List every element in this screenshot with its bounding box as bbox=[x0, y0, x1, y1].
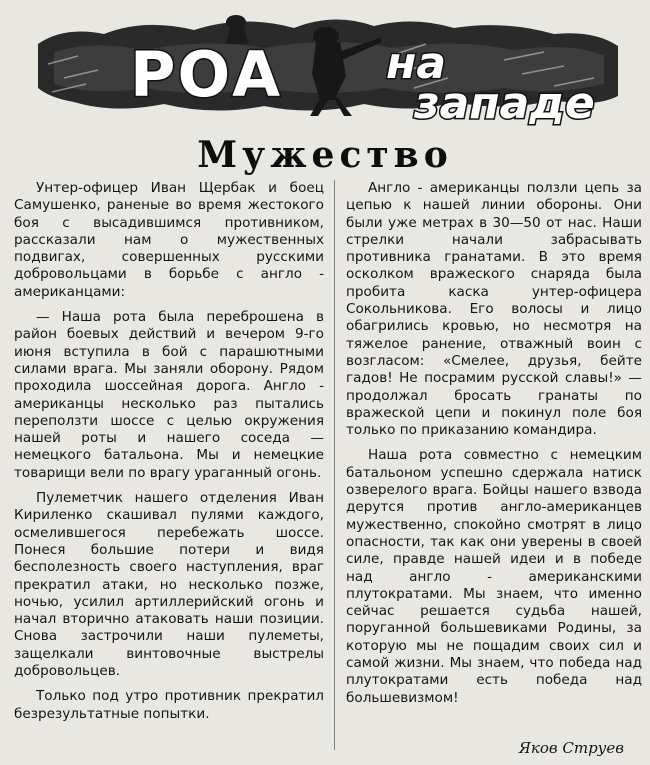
banner-illustration bbox=[34, 4, 620, 126]
banner-word-na: на bbox=[386, 38, 447, 89]
banner-word-west: западе bbox=[414, 78, 595, 126]
paragraph: Англо - американцы ползли цепь за цепью к нашей линии обороны. Они были уже метрах в 30—50 от нас. Наши стрелки начали забрасывать противника гранатами. В это время осколком вражеского снаряда была пробита каска унтер-офицера Сокольникова. Его волосы и лицо обагрились кровью, но несмотря на тяжелое ранение, отважный воин с возгласом: «Смелее, друзья, бейте гадов! Не посрамим русской славы!» — продолжал бросать гранаты по вражеской цепи и покинул поле боя только по приказанию командира. bbox=[346, 180, 642, 439]
roa-banner bbox=[34, 4, 620, 126]
article-headline: Мужество bbox=[197, 134, 453, 176]
author-signature: Яков Струев bbox=[518, 739, 624, 757]
paragraph: Наша рота совместно с немецким батальоном успешно сдержала натиск озверелого врага. Бойцы нашего взвода дерутся против англо-американцев мужественно, спокойно смотрят в лицо опасности, так как они уверены в своей силе, правде нашей идеи и в победе над англо - американскими плутократами. Мы знаем, что именно сейчас решается судьба нашей, поруганной большевиками Родины, за которую мы не пощадим своих сил и самой жизни. Мы знаем, что победа над плутократами есть победа над большевизмом! bbox=[346, 447, 642, 706]
column-divider bbox=[334, 180, 335, 750]
paragraph: Унтер-офицер Иван Щербак и боец Самушенко, раненые во время жестокого боя с высадившимся противником, рассказали нам о мужественных подвигах, совершенных русскими добровольцами в борьбе с англо - американцами: bbox=[14, 180, 324, 300]
paragraph: Пулеметчик нашего отделения Иван Кириленко скашивал пулями каждого, осмелившегося перебежать шоссе. Понеся большие потери и видя бесполезность своего наступления, враг прекратил атаки, но несколько позже, ночью, усилил артиллерийский огонь и начал вторично атаковать наши позиции. Снова застрочили наши пулеметы, защелкали винтовочные выстрелы добровольцев. bbox=[14, 490, 324, 680]
paragraph: Только под утро противник прекратил безрезультатные попытки. bbox=[14, 688, 324, 722]
left-column bbox=[14, 180, 324, 731]
paragraph: — Наша рота была переброшена в район боевых действий и вечером 9-го июня вступила в бой с парашютными силами врага. Мы заняли оборону. Рядом проходила шоссейная дорога. Англо - американцы несколько раз пытались переползти шоссе с целью окружения нашей роты и нашего соседа — немецкого батальона. Мы и немецкие товарищи вели по врагу ураганный огонь. bbox=[14, 309, 324, 481]
right-column bbox=[346, 180, 642, 715]
banner-word-roa: РОА bbox=[130, 38, 283, 111]
